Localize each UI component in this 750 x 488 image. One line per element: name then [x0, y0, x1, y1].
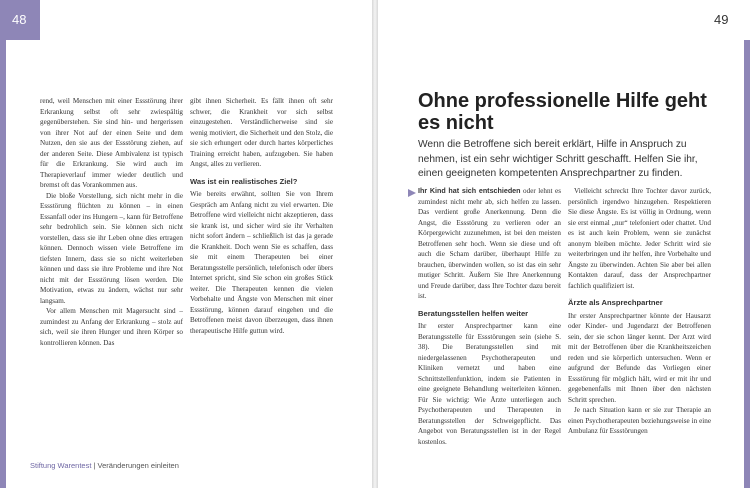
page-accent-bar-left [0, 40, 6, 488]
page-number-left: 48 [0, 0, 40, 40]
footer-title: Veränderungen einleiten [97, 461, 179, 470]
intro-text: Wenn die Betroffene sich bereit erklärt, Hilfe in Anspruch zu nehmen, ist ein sehr wichtiger Schritt geschafft. Helfen Sie ihr, einen geeigneten kompetenten Ansprechpartner zu finden. [418, 139, 698, 179]
section-heading: Beratungsstellen helfen weiter [418, 308, 529, 318]
paragraph: Vor allem Menschen mit Magersucht sind – zumindest zu Anfang der Erkrankung – stolz auf sich, weil sie ihren Hunger und ihren Körper so kontrollieren können. Das [40, 307, 183, 347]
paragraph-text: oder lehnt es zumindest nicht mehr ab, sich helfen zu lassen. Das verdient große Anerkennung. Denn die Angst, die Essstörung zu verlieren oder an Körpergewicht zuzunehmen, ist bei den meisten Betroffenen sehr hoch. Wenn sie diese und oft auch die Scham darüber, überhaupt Hilfe zu brauchen, überwinden wollen, so ist das ein sehr mutiger Schritt. Äußern Sie Ihre Anerkennung und Freude darüber, dass Ihre Tochter dazu bereit ist. [418, 187, 561, 300]
right-column-1 [418, 186, 561, 447]
paragraph: Je nach Situation kann er sie zur Therapie an einen Psychotherapeuten beziehungsweise in eine Ambulanz für Essstörungen [568, 406, 711, 435]
right-column-2 [568, 186, 711, 437]
section-heading: Ärzte als Ansprechpartner [568, 298, 663, 307]
footer [30, 461, 179, 470]
paragraph [418, 186, 561, 302]
paragraph: Die bloße Vorstellung, sich nicht mehr in die Essstörung flüchten zu können – in einen Essanfall oder ins Hungern –, kann für Betroffene sehr bedrohlich sein. Sie können sich nicht vorstellen, dass sie ihr Leben ohne dies ertragen können. Dennoch wissen viele Betroffene im tiefsten Innern, dass sie so nicht weiterleben können und dass sie ihre Probleme und ihre Not nicht mit der Essstörung lösen werden. Die Motivation, etwas zu ändern, wächst nur sehr langsam. [40, 191, 183, 305]
footer-brand: Stiftung Warentest [30, 461, 92, 470]
paragraph: Vielleicht schreckt Ihre Tochter davor zurück, persönlich irgendwo hinzugehen. Respektieren Sie diese Ängste. Es ist völlig in Ordnung, wenn sie erst einmal „nur“ telefoniert oder chattet. Und es ist auch kein Problem, wenn sie zunächst anonym bleiben möchte. Jeder Schritt wird sie weiterbringen und ihr helfen, ihre Vorbehalte und Ängste zu überwinden. Achten Sie aber bei allen Kontakten darauf, dass der Ansprechpartner fachlich qualifiziert ist. [568, 187, 711, 290]
section-heading: Was ist ein realistisches Ziel? [190, 176, 298, 186]
footer-separator: | [91, 461, 98, 470]
page-accent-bar-right [744, 40, 750, 488]
lead-in: Ihr Kind hat sich entschieden [418, 187, 521, 195]
left-page [0, 0, 372, 488]
page-title: Ohne professionelle Hilfe geht es nicht [418, 90, 707, 134]
paragraph: rend, weil Menschen mit einer Essstörung ihrer Erkrankung selbst oft sehr zwiespältig gegenüberstehen. Sie sind hin- und hergerissen von ihrer Not auf der einen Seite und dem Nutzen, den sie aus der Essstörung ziehen, auf der anderen Seite. Diese Ambivalenz ist typisch für die Erkrankung. Sie wird auch im Therapieverlauf immer wieder deutlich und bremst oft das Vorankommen aus. [40, 97, 183, 189]
paragraph: Ihr erster Ansprechpartner kann eine Beratungsstelle für Essstörungen sein (siehe S. 38). Die Beratungsstellen sind mit niedergelassenen Psychotherapeuten und Kliniken vernetzt und haben eine Schnittstellenfunktion, indem sie Patienten in eine geeignete Behandlung weiterleiten können. Für Sie wichtig: Wie Ärzte unterliegen auch Psychotherapeuten und Therapeuten in Beratungsstellen der Schweigepflicht. Das Angebot von Beratungsstellen ist in der Regel kostenlos. [418, 322, 561, 446]
right-page [378, 0, 750, 488]
paragraph: gibt ihnen Sicherheit. Es fällt ihnen oft sehr schwer, die Krankheit vor sich selbst einzugestehen. Verständlicherweise sind sie wenig motiviert, die Sicherheit und den Stolz, die sie sich erhungert oder durch hartes körperliches Training erreicht haben, aufzugeben. Sie haben Angst, alles zu verlieren. [190, 97, 333, 168]
paragraph: Wie bereits erwähnt, sollten Sie von Ihrem Gespräch am Anfang nicht zu viel erwarten. Die Betroffene wird vielleicht nicht akzeptieren, dass sie krank ist, und sicher wird sie ihr Verhalten nicht sofort ändern – schließlich ist das ja gerade die Krankheit. Doch wenn Sie es schaffen, dass sie mit einem Therapeuten bei einer Beratungsstelle persönlich, telefonisch oder übers Internet spricht, sind Sie schon ein großes Stück weiter. Die Therapeuten kennen die vielen Vorbehalte und Ängste von Menschen mit einer Essstörung, können darauf eingehen und die Betroffenen meist davon überzeugen, dass ihnen therapeutische Hilfe guttun wird. [190, 190, 333, 335]
arrow-marker-icon [408, 189, 416, 197]
paragraph: Ihr erster Ansprechpartner könnte der Hausarzt oder Kinder- und Jugendarzt der Betroffenen sein, der sie schon länger kennt. Der Arzt wird mit der Betroffenen über die Krankheitszeichen reden und sie körperlich untersuchen. Wenn er aufgrund der Befunde das Vorliegen einer Essstörung für möglich hält, wird er mit ihr und gegebenenfalls mit Ihnen über den nächsten Schritt sprechen. [568, 311, 711, 404]
page-number-right: 49 [710, 0, 750, 40]
left-column-2 [190, 96, 333, 336]
left-column-1 [40, 96, 183, 348]
